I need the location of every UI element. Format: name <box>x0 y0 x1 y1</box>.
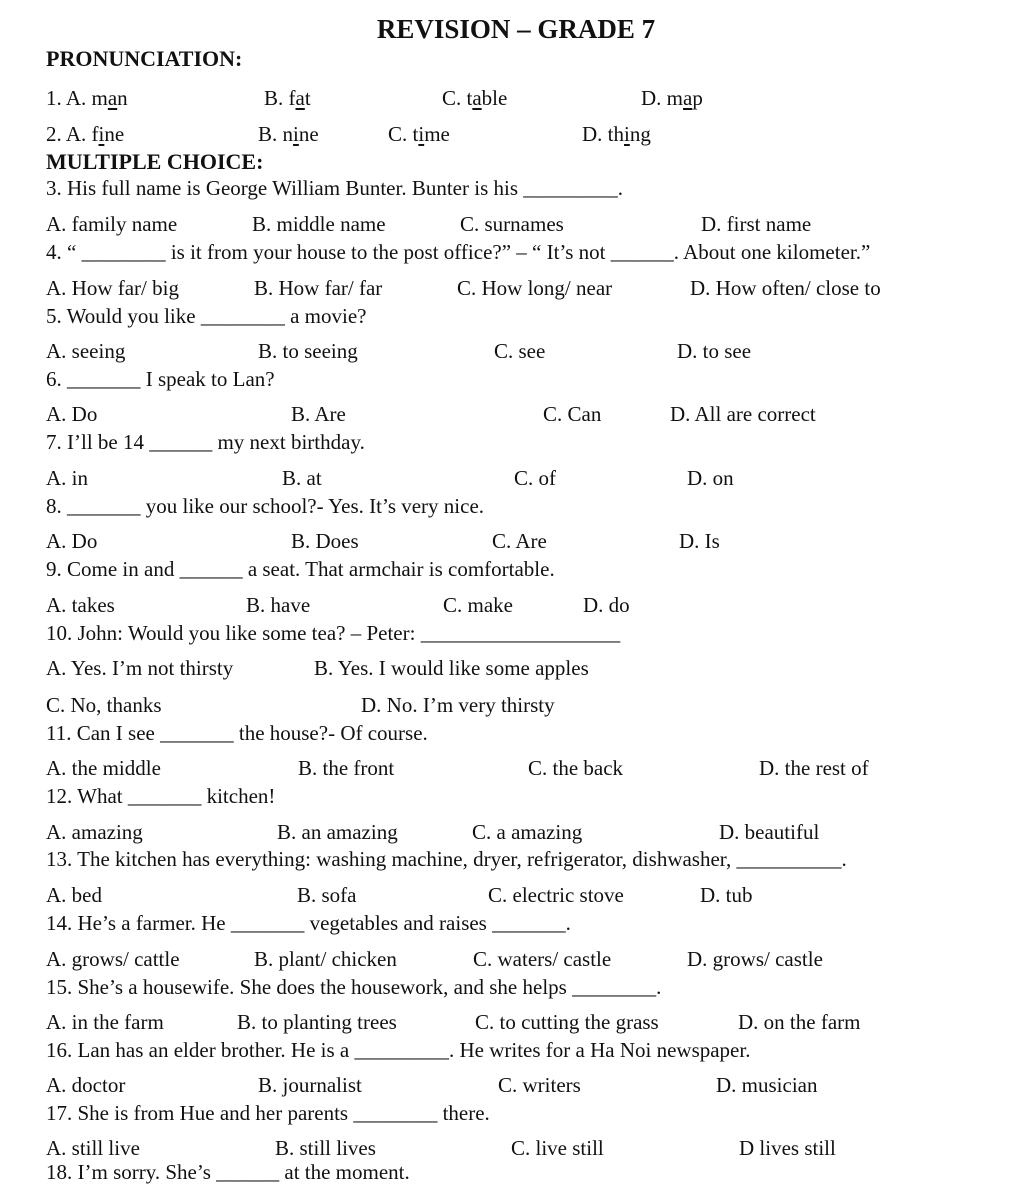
question-15-option-c: C. to cutting the grass <box>475 1010 659 1034</box>
question-7-option-c: C. of <box>514 466 556 490</box>
question-8-option-b: B. Does <box>291 529 359 553</box>
question-6-option-c: C. Can <box>543 402 602 426</box>
question-8-option-c: C. Are <box>492 529 547 553</box>
question-17-option-c: C. live still <box>511 1136 604 1160</box>
question-11: 11. Can I see _______ the house?- Of course. <box>46 721 428 745</box>
question-9-option-c: C. make <box>443 593 513 617</box>
question-18-partial: 18. I’m sorry. She’s ______ at the moment. <box>46 1160 410 1184</box>
underlined-vowel: i <box>624 122 630 146</box>
question-4-option-b: B. How far/ far <box>254 276 383 300</box>
underlined-vowel: i <box>98 122 105 146</box>
question-7-option-a: A. in <box>46 466 88 490</box>
pronunciation-1-option-a: 1. A. man <box>46 86 128 110</box>
question-5: 5. Would you like ________ a movie? <box>46 304 367 328</box>
question-16: 16. Lan has an elder brother. He is a _________. He writes for a Ha Noi newspaper. <box>46 1038 751 1062</box>
question-12-option-b: B. an amazing <box>277 820 398 844</box>
question-14-option-c: C. waters/ castle <box>473 947 612 971</box>
underlined-vowel: i <box>293 122 299 146</box>
question-11-option-c: C. the back <box>528 756 624 780</box>
question-9-option-b: B. have <box>246 593 311 617</box>
question-15-option-d: D. on the farm <box>738 1010 861 1034</box>
question-5-option-a: A. seeing <box>46 339 126 363</box>
question-8-option-a: A. Do <box>46 529 98 553</box>
question-14-option-d: D. grows/ castle <box>687 947 823 971</box>
question-6-option-d: D. All are correct <box>670 402 816 426</box>
pronunciation-2-option-a: 2. A. fine <box>46 122 125 146</box>
question-13-option-c: C. electric stove <box>488 883 624 907</box>
underlined-vowel: a <box>683 86 693 110</box>
question-13-option-b: B. sofa <box>297 883 357 907</box>
question-16-option-c: C. writers <box>498 1073 581 1097</box>
question-16-option-d: D. musician <box>716 1073 818 1097</box>
question-3-option-a: A. family name <box>46 212 178 236</box>
question-11-option-b: B. the front <box>298 756 395 780</box>
question-10: 10. John: Would you like some tea? – Peter: ___________________ <box>46 621 621 645</box>
question-9-option-d: D. do <box>583 593 630 617</box>
underlined-vowel: a <box>107 86 118 110</box>
question-10-option-c: C. No, thanks <box>46 693 162 717</box>
question-9-option-a: A. takes <box>46 593 115 617</box>
pronunciation-2-option-b: B. nine <box>258 122 319 146</box>
pronunciation-2-option-d: D. thing <box>582 122 651 146</box>
question-10-option-a: A. Yes. I’m not thirsty <box>46 656 234 680</box>
question-7-option-d: D. on <box>687 466 734 490</box>
question-5-option-c: C. see <box>494 339 546 363</box>
question-12-option-c: C. a amazing <box>472 820 583 844</box>
question-5-option-b: B. to seeing <box>258 339 358 363</box>
question-10-option-d: D. No. I’m very thirsty <box>361 693 555 717</box>
question-8: 8. _______ you like our school?- Yes. It’s very nice. <box>46 494 485 518</box>
question-14-option-b: B. plant/ chicken <box>254 947 397 971</box>
question-5-option-d: D. to see <box>677 339 752 363</box>
question-15-option-b: B. to planting trees <box>237 1010 397 1034</box>
question-3: 3. His full name is George William Bunter. Bunter is his _________. <box>46 176 623 200</box>
question-14: 14. He’s a farmer. He _______ vegetables and raises _______. <box>46 911 571 935</box>
question-14-option-a: A. grows/ cattle <box>46 947 180 971</box>
question-13-option-d: D. tub <box>700 883 753 907</box>
question-8-option-d: D. Is <box>679 529 720 553</box>
question-15: 15. She’s a housewife. She does the housework, and she helps ________. <box>46 975 662 999</box>
question-6-option-a: A. Do <box>46 402 98 426</box>
underlined-vowel: i <box>418 122 425 146</box>
question-13: 13. The kitchen has everything: washing machine, dryer, refrigerator, dishwasher, __________. <box>46 847 847 871</box>
question-4-option-a: A. How far/ big <box>46 276 179 300</box>
page-title: REVISION – GRADE 7 <box>376 14 656 44</box>
question-10-option-b: B. Yes. I would like some apples <box>314 656 589 680</box>
question-17-option-d: D lives still <box>739 1136 836 1160</box>
question-12: 12. What _______ kitchen! <box>46 784 276 808</box>
question-3-option-c: C. surnames <box>460 212 564 236</box>
question-11-option-a: A. the middle <box>46 756 161 780</box>
pronunciation-1-option-d: D. map <box>641 86 703 110</box>
question-9: 9. Come in and ______ a seat. That armchair is comfortable. <box>46 557 555 581</box>
question-15-option-a: A. in the farm <box>46 1010 164 1034</box>
question-4: 4. “ ________ is it from your house to the post office?” – “ It’s not ______. About one kilometer.” <box>46 240 871 264</box>
question-11-option-d: D. the rest of <box>759 756 869 780</box>
question-6: 6. _______ I speak to Lan? <box>46 367 275 391</box>
underlined-vowel: a <box>295 86 305 110</box>
question-17-option-a: A. still live <box>46 1136 140 1160</box>
question-17-option-b: B. still lives <box>275 1136 376 1160</box>
section-heading-pronunciation: PRONUNCIATION: <box>46 46 243 71</box>
underlined-vowel: a <box>472 86 482 110</box>
section-heading-multiple-choice: MULTIPLE CHOICE: <box>46 149 264 174</box>
question-12-option-d: D. beautiful <box>719 820 820 844</box>
question-4-option-d: D. How often/ close to <box>690 276 881 300</box>
question-17: 17. She is from Hue and her parents ________ there. <box>46 1101 490 1125</box>
question-6-option-b: B. Are <box>291 402 346 426</box>
question-12-option-a: A. amazing <box>46 820 143 844</box>
pronunciation-1-option-b: B. fat <box>264 86 311 110</box>
question-7: 7. I’ll be 14 ______ my next birthday. <box>46 430 365 454</box>
question-16-option-a: A. doctor <box>46 1073 126 1097</box>
question-7-option-b: B. at <box>282 466 322 490</box>
question-16-option-b: B. journalist <box>258 1073 362 1097</box>
question-3-option-d: D. first name <box>701 212 812 236</box>
pronunciation-2-option-c: C. time <box>388 122 450 146</box>
question-3-option-b: B. middle name <box>252 212 386 236</box>
question-4-option-c: C. How long/ near <box>457 276 613 300</box>
question-number: 1. <box>46 86 66 110</box>
question-13-option-a: A. bed <box>46 883 102 907</box>
pronunciation-1-option-c: C. table <box>442 86 508 110</box>
question-number: 2. <box>46 122 66 146</box>
